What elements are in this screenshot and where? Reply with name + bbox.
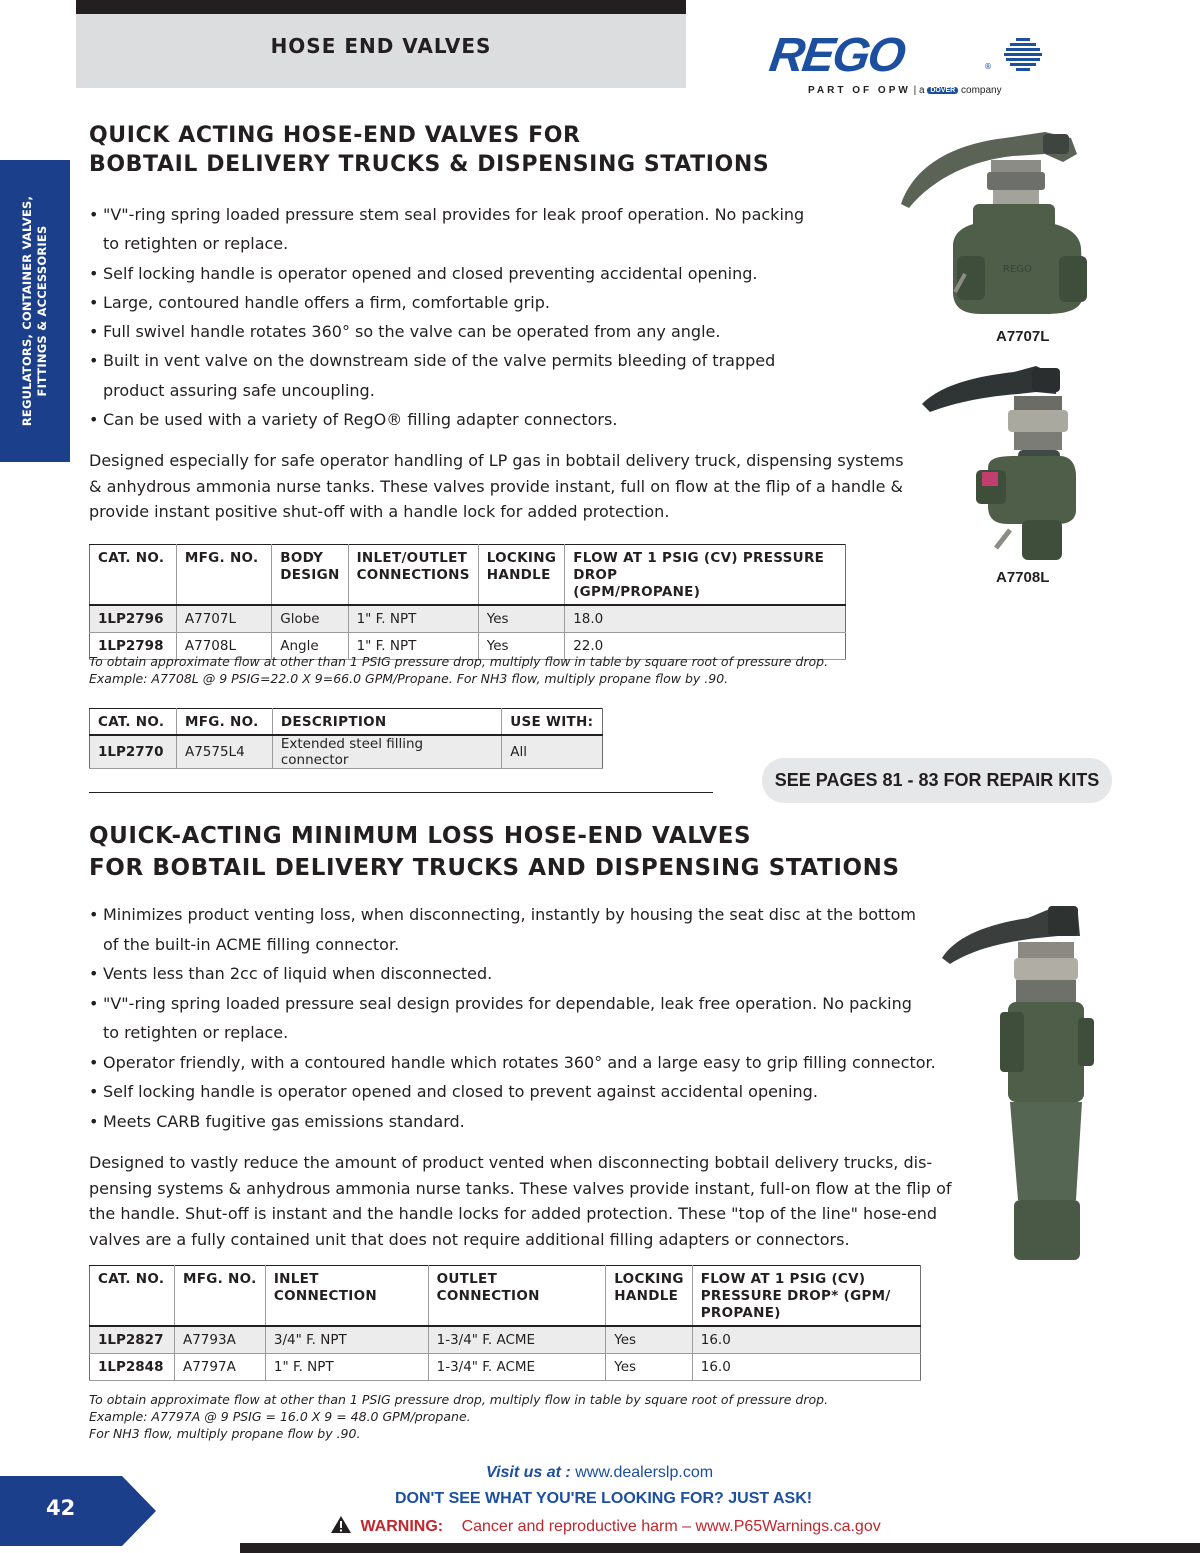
table-cell: Globe [272,605,348,632]
section1-description [89,448,904,525]
page-number: 42 [46,1496,76,1520]
rego-globe-icon [1002,36,1044,76]
table-cell: 1" F. NPT [348,605,478,632]
bullet-line: • "V"-ring spring loaded pressure seal design provides for dependable, leak free operation. No packing [103,993,912,1013]
cat-no-cell: 1LP2798 [90,632,177,659]
table-header: OUTLET CONNECTION [428,1266,606,1327]
section2-description [89,1150,952,1252]
table-row [90,1326,921,1353]
warning-label: WARNING: [360,1518,444,1535]
description-line: pensing systems & anhydrous ammonia nurse tanks. These valves provide instant, full-on flow at the flip of [89,1178,952,1198]
table-cell: Yes [606,1353,692,1380]
list-item [89,900,936,959]
table-cell: Yes [606,1326,692,1353]
cat-no-cell: 1LP2796 [90,605,177,632]
note-line: For NH3 flow, multiply propane flow by .90. [89,1426,361,1441]
table-header: BODY DESIGN [272,545,348,606]
table-cell: Yes [478,632,564,659]
table-header: DESCRIPTION [272,709,501,736]
list-item [89,1048,936,1078]
list-item [89,346,804,405]
table-row [90,605,846,632]
footer-ask: DON'T SEE WHAT YOU'RE LOOKING FOR? JUST ASK! [395,1490,813,1507]
table-cell: 16.0 [692,1353,920,1380]
logo-registered: ® [984,62,992,71]
description-line: Designed especially for safe operator handling of LP gas in bobtail delivery truck, dispensing systems [89,451,904,470]
table-cell: 1-3/4" F. ACME [428,1326,606,1353]
section2-bullet-list [89,900,936,1136]
list-item [89,288,804,317]
list-item [89,989,936,1048]
table-header: LOCKING HANDLE [606,1266,692,1327]
section2-flow-note [89,1391,828,1442]
list-item [89,959,936,989]
cat-no-cell: 1LP2848 [90,1353,175,1380]
cat-no-cell: 1LP2827 [90,1326,175,1353]
list-item [89,405,804,434]
note-line: Example: A7708L @ 9 PSIG=22.0 X 9=66.0 GPM/Propane. For NH3 flow, multiply propane flow by .90. [89,671,729,686]
list-item [89,259,804,288]
table-header: FLOW AT 1 PSIG (CV) PRESSURE DROP* (GPM/ PROPANE) [692,1266,920,1327]
table-header: MFG. NO. [174,1266,265,1327]
bullet-line: • Large, contoured handle offers a firm, comfortable grip. [103,292,550,312]
table-header: INLET/OUTLET CONNECTIONS [348,545,478,606]
section1-bullet-list [89,200,804,434]
list-item [89,317,804,346]
table-cell: 1-3/4" F. ACME [428,1353,606,1380]
logo-subtitle [808,85,1002,96]
table-header: CAT. NO. [90,1266,175,1327]
section1-title-line2: BOBTAIL DELIVERY TRUCKS & DISPENSING STATIONS [89,152,770,177]
section1-title [89,121,769,179]
section1-spec-table [89,544,846,660]
note-line: To obtain approximate flow at other than 1 PSIG pressure drop, multiply flow in table by square root of pressure drop. [89,1392,829,1407]
section2-title-line1: QUICK-ACTING MINIMUM LOSS HOSE-END VALVES [89,823,752,849]
table-cell: A7797A [174,1353,265,1380]
table-cell: 1" F. NPT [265,1353,428,1380]
bullet-line: • "V"-ring spring loaded pressure stem seal provides for leak proof operation. No packing [103,205,805,224]
table-header: MFG. NO. [176,709,272,736]
repair-kits-callout: SEE PAGES 81 - 83 FOR REPAIR KITS [762,758,1112,803]
side-tab-line2: FITTINGS & ACCESSORIES [35,225,49,397]
note-line: To obtain approximate flow at other than 1 PSIG pressure drop, multiply flow in table by square root of pressure drop. [89,654,829,669]
description-line: provide instant positive shut-off with a handle lock for added protection. [89,502,670,521]
bullet-line: • Can be used with a variety of RegO® filling adapter connectors. [103,410,618,430]
dover-badge: DOVER [927,87,958,94]
bullet-line: product assuring safe uncoupling. [103,380,375,400]
table-cell: 22.0 [565,632,846,659]
table-cell: Extended steel filling connector [272,735,501,769]
table-cell: Angle [272,632,348,659]
logo-wordmark: REGO [766,29,908,82]
bullet-line: • Minimizes product venting loss, when disconnecting, instantly by housing the seat disc at the bottom [103,905,916,924]
table-cell: 16.0 [692,1326,920,1353]
table-cell: All [502,735,603,769]
section2-spec-table [89,1265,921,1381]
bullet-line: • Vents less than 2cc of liquid when disconnected. [103,964,493,983]
table-header: FLOW AT 1 PSIG (CV) PRESSURE DROP (GPM/PROPANE) [565,545,846,606]
table-cell: Yes [478,605,564,632]
table-header: CAT. NO. [90,709,177,736]
description-line: Designed to vastly reduce the amount of product vented when disconnecting bobtail delivery trucks, dis- [89,1153,933,1172]
logo-a: a [918,85,925,96]
footer-visit [486,1464,713,1482]
bullet-line: • Operator friendly, with a contoured handle which rotates 360° and a large easy to grip filling connector. [103,1052,936,1072]
bullet-line: of the built-in ACME filling connector. [103,934,400,954]
note-line: Example: A7797A @ 9 PSIG = 16.0 X 9 = 48.0 GPM/propane. [89,1409,471,1424]
table-cell: A7708L [176,632,271,659]
page-arrow-icon [0,1476,160,1546]
visit-url[interactable]: www.dealerslp.com [575,1464,714,1481]
section-divider [89,792,713,793]
svg-text:REGO: REGO [1003,264,1032,275]
section1-flow-note [89,653,828,687]
logo-separator: | [913,85,917,96]
prop65-warning [330,1515,881,1536]
bullet-line: • Full swivel handle rotates 360° so the valve can be operated from any angle. [103,322,721,342]
warning-text: Cancer and reproductive harm – www.P65Warnings.ca.gov [461,1518,881,1535]
list-item [89,1107,936,1137]
description-line: the handle. Shut-off is instant and the handle locks for added protection. These "top of the line" hose-end [89,1204,938,1223]
table-row [90,1353,921,1380]
bullet-line: to retighten or replace. [103,234,289,254]
warning-icon [330,1515,352,1534]
list-item [89,200,804,259]
logo-company: company [961,85,1002,96]
bullet-line: to retighten or replace. [103,1023,289,1042]
footer-bar [240,1543,1200,1553]
table-header: MFG. NO. [176,545,271,606]
table-cell: A7575L4 [176,735,272,769]
list-item [89,1077,936,1107]
page-title: HOSE END VALVES [270,34,492,58]
valve-minimum-loss-image [938,900,1098,1265]
side-tab-line1: REGULATORS, CONTAINER VALVES, [20,195,34,427]
side-tab-label [20,161,50,461]
bullet-line: • Self locking handle is operator opened and closed to prevent against accidental opening. [103,1082,818,1101]
table-cell: 18.0 [565,605,846,632]
table-row [90,735,603,769]
table-cell: A7793A [174,1326,265,1353]
section2-title-line2: FOR BOBTAIL DELIVERY TRUCKS AND DISPENSING STATIONS [89,855,900,881]
bullet-line: • Meets CARB fugitive gas emissions standard. [103,1111,465,1131]
logo-part-of: PART OF OPW [808,85,911,96]
table-header: LOCKING HANDLE [478,545,564,606]
table-header: INLET CONNECTION [265,1266,428,1327]
section1-connector-table [89,708,603,769]
table-cell: 3/4" F. NPT [265,1326,428,1353]
table-header: CAT. NO. [90,545,177,606]
table-cell: A7707L [176,605,271,632]
bullet-line: • Self locking handle is operator opened and closed preventing accidental opening. [103,263,758,283]
rego-logo [766,29,1050,102]
description-line: & anhydrous ammonia nurse tanks. These valves provide instant, full on flow at the flip of a handle & [89,476,904,496]
description-line: valves are a fully contained unit that does not require additional filling adapters or connectors. [89,1229,850,1249]
visit-label: Visit us at : [486,1464,571,1481]
section1-title-line1: QUICK ACTING HOSE-END VALVES FOR [89,123,581,148]
table-cell: 1" F. NPT [348,632,478,659]
table-header: USE WITH: [502,709,603,736]
section2-title [89,820,900,884]
valve-a7707l-image [895,124,1095,324]
label-a7707l: A7707L [996,328,1050,345]
valve-a7708l-image [918,360,1088,570]
bullet-line: • Built in vent valve on the downstream side of the valve permits bleeding of trapped [103,351,776,371]
header-top-bar [76,0,686,14]
label-a7708l: A7708L [996,569,1050,586]
cat-no-cell: 1LP2770 [90,735,177,769]
